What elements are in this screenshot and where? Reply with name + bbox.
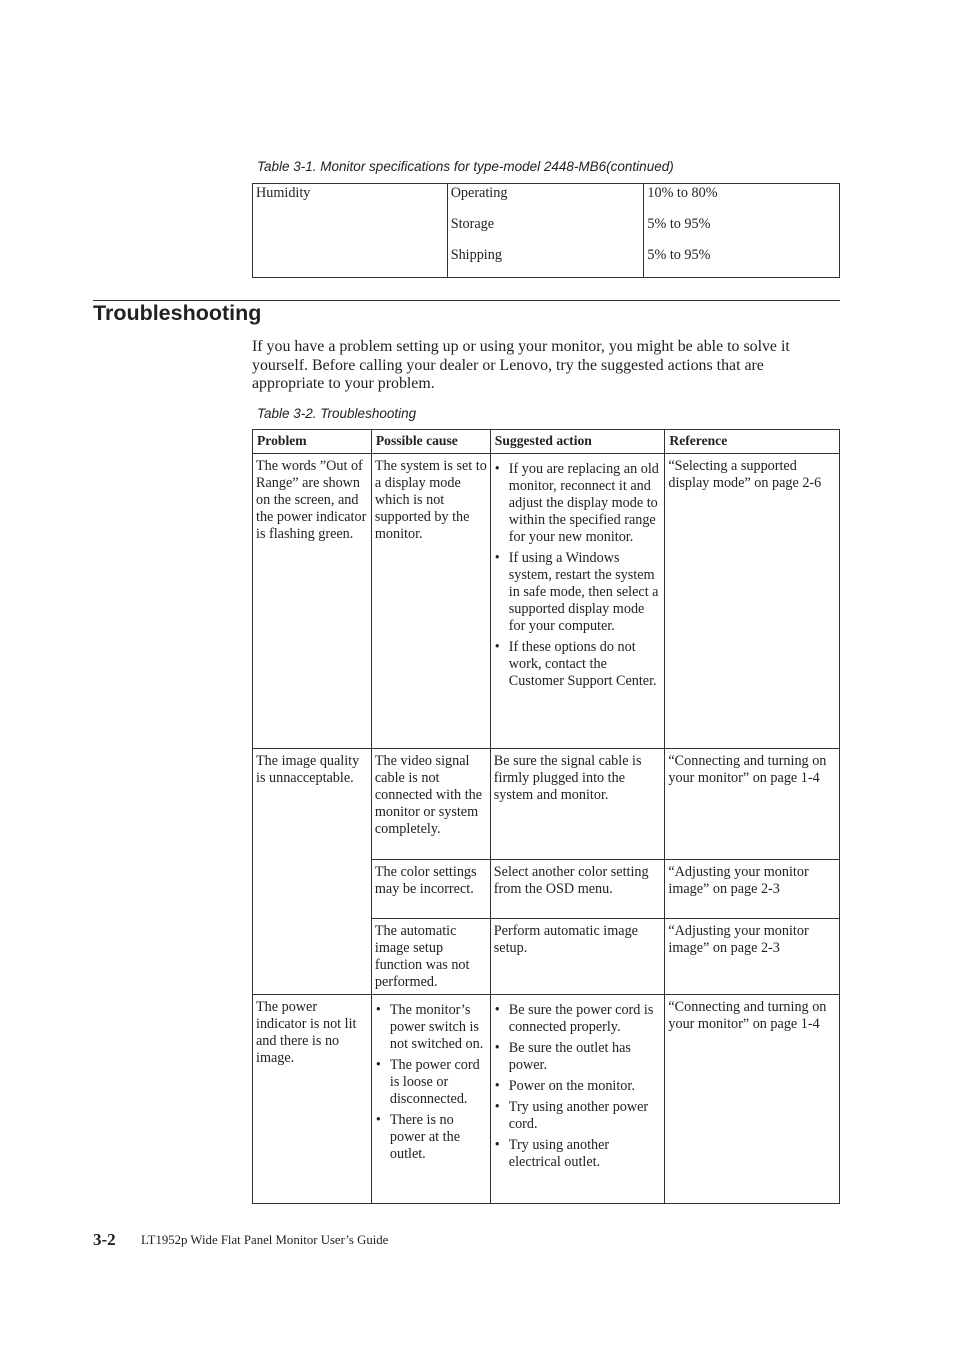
action-list [494, 1002, 662, 1171]
list-item: • Try using another power cord. [509, 1099, 662, 1133]
spec-label-humidity: Humidity [253, 184, 448, 278]
cause-list [375, 1002, 487, 1163]
spec-condition: Operating [447, 184, 644, 217]
trouble-table [252, 429, 840, 1204]
action-cell [490, 995, 665, 1204]
header-reference: Reference [665, 430, 840, 454]
action-cell: Select another color setting from the OSD menu. [490, 860, 665, 919]
table-row [253, 749, 840, 860]
problem-cell: The image quality is unnacceptable. [253, 749, 372, 995]
table-row [253, 454, 840, 749]
trouble-table-caption: Table 3-2. Troubleshooting [257, 406, 417, 421]
cause-cell: The system is set to a display mode which is not supported by the monitor. [371, 454, 490, 749]
section-title: Troubleshooting [93, 301, 262, 325]
spec-condition: Shipping [447, 247, 644, 278]
action-cell: Be sure the signal cable is firmly plugged into the system and monitor. [490, 749, 665, 860]
table-row [253, 995, 840, 1204]
header-action: Suggested action [490, 430, 665, 454]
spec-range: 5% to 95% [644, 216, 840, 247]
cause-cell: The color settings may be incorrect. [371, 860, 490, 919]
page-number: 3-2 [93, 1230, 116, 1249]
reference-cell: “Selecting a supported display mode” on page 2-6 [665, 454, 840, 749]
header-problem: Problem [253, 430, 372, 454]
list-item: • There is no power at the outlet. [390, 1112, 487, 1163]
action-list [494, 461, 662, 690]
list-item: • The power cord is loose or disconnected. [390, 1057, 487, 1108]
reference-cell: “Connecting and turning on your monitor” on page 1-4 [665, 995, 840, 1204]
spec-table [252, 183, 840, 278]
spec-table-caption: Table 3-1. Monitor specifications for type-model 2448-MB6(continued) [257, 159, 674, 174]
list-item: • If these options do not work, contact the Customer Support Center. [509, 639, 662, 690]
list-item: • Try using another electrical outlet. [509, 1137, 662, 1171]
action-cell: Perform automatic image setup. [490, 919, 665, 995]
spec-condition: Storage [447, 216, 644, 247]
spec-range: 10% to 80% [644, 184, 840, 217]
table-header-row [253, 430, 840, 454]
spec-range: 5% to 95% [644, 247, 840, 278]
list-item: • The monitor’s power switch is not switched on. [390, 1002, 487, 1053]
reference-cell: “Adjusting your monitor image” on page 2-3 [665, 919, 840, 995]
reference-cell: “Adjusting your monitor image” on page 2-3 [665, 860, 840, 919]
cause-cell: The video signal cable is not connected with the monitor or system completely. [371, 749, 490, 860]
list-item: • If using a Windows system, restart the system in safe mode, then select a supported display mode for your computer. [509, 550, 662, 635]
list-item: • If you are replacing an old monitor, reconnect it and adjust the display mode to within the specified range for your new monitor. [509, 461, 662, 546]
list-item: • Power on the monitor. [509, 1078, 662, 1095]
problem-cell: The power indicator is not lit and there is no image. [253, 995, 372, 1204]
problem-cell: The words ”Out of Range” are shown on the screen, and the power indicator is flashing green. [253, 454, 372, 749]
cause-cell [371, 995, 490, 1204]
action-cell [490, 454, 665, 749]
footer-title: LT1952p Wide Flat Panel Monitor User’s Guide [141, 1233, 389, 1247]
list-item: • Be sure the power cord is connected properly. [509, 1002, 662, 1036]
header-cause: Possible cause [371, 430, 490, 454]
reference-cell: “Connecting and turning on your monitor” on page 1-4 [665, 749, 840, 860]
cause-cell: The automatic image setup function was not performed. [371, 919, 490, 995]
section-intro: If you have a problem setting up or using your monitor, you might be able to solve it yourself. Before calling your dealer or Lenovo, try the suggested actions that are appropriate to your problem. [252, 338, 790, 392]
list-item: • Be sure the outlet has power. [509, 1040, 662, 1074]
